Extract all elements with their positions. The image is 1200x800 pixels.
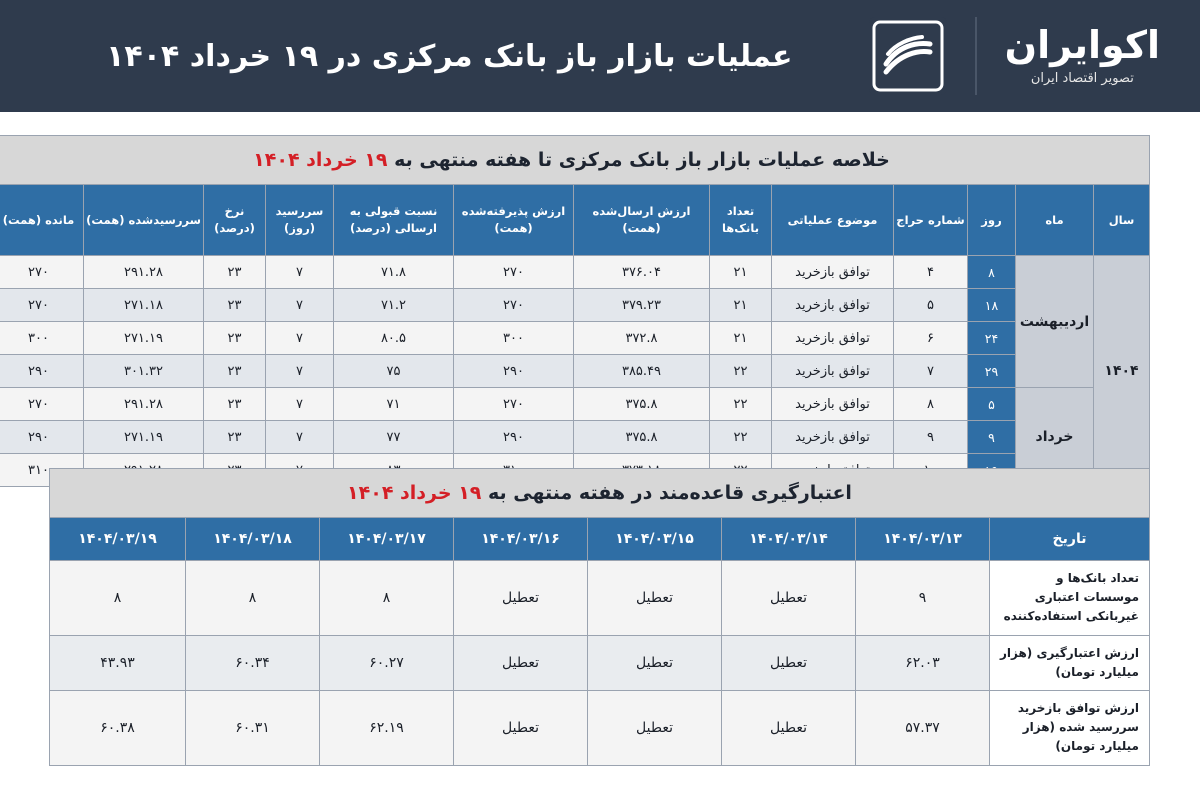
cell-value: تعطیل xyxy=(588,561,722,636)
cell-maturity: ۷ xyxy=(266,388,334,421)
row-label-credit-value: ارزش اعتبارگیری (هزار میلیارد تومان) xyxy=(990,635,1150,690)
col-matured: سررسیدشده (همت) xyxy=(84,185,204,256)
brand-text xyxy=(1004,23,1160,87)
cell-matured: ۲۷۱.۱۸ xyxy=(84,289,204,322)
cell-balance: ۲۷۰ xyxy=(0,256,84,289)
brand-name: اکوایران xyxy=(1004,23,1160,68)
table-row xyxy=(0,322,1150,355)
cell-value: تعطیل xyxy=(588,690,722,765)
col-auction-number: شماره حراج xyxy=(894,185,968,256)
col-month: ماه xyxy=(1016,185,1094,256)
cell-rate: ۲۳ xyxy=(204,388,266,421)
cell-value: ۶۰.۳۱ xyxy=(186,690,320,765)
cell-matured: ۲۷۱.۱۹ xyxy=(84,322,204,355)
col-date-0: ۱۴۰۴/۰۳/۱۳ xyxy=(856,518,990,561)
cell-accepted: ۲۷۰ xyxy=(454,388,574,421)
cell-balance: ۲۹۰ xyxy=(0,421,84,454)
col-bank-count: تعداد بانک‌ها xyxy=(710,185,772,256)
cell-maturity: ۷ xyxy=(266,355,334,388)
row-label-matured-repo-value: ارزش توافق بازخرید سررسید شده (هزار میلیارد تومان) xyxy=(990,690,1150,765)
cell-value: ۶۲.۱۹ xyxy=(320,690,454,765)
row-label-bank-count: تعداد بانک‌ها و موسسات اعتباری غیربانکی استفاده‌کننده xyxy=(990,561,1150,636)
cell-auction: ۷ xyxy=(894,355,968,388)
table-row xyxy=(50,561,1150,636)
table-row xyxy=(0,256,1150,289)
cell-banks: ۲۲ xyxy=(710,355,772,388)
col-date-2: ۱۴۰۴/۰۳/۱۵ xyxy=(588,518,722,561)
cell-accepted: ۳۰۰ xyxy=(454,322,574,355)
col-sent-value: ارزش ارسال‌شده (همت) xyxy=(574,185,710,256)
cell-month: خرداد xyxy=(1016,388,1094,487)
col-date-4: ۱۴۰۴/۰۳/۱۷ xyxy=(320,518,454,561)
cell-auction: ۶ xyxy=(894,322,968,355)
cell-value: ۶۰.۳۴ xyxy=(186,635,320,690)
cell-value: ۶۲.۰۳ xyxy=(856,635,990,690)
cell-day: ۲۹ xyxy=(968,355,1016,388)
cell-value: ۴۳.۹۳ xyxy=(50,635,186,690)
cell-balance: ۲۹۰ xyxy=(0,355,84,388)
cell-auction: ۹ xyxy=(894,421,968,454)
col-accept-ratio: نسبت قبولی به ارسالی (درصد) xyxy=(334,185,454,256)
table1-caption-text: خلاصه عملیات بازار باز بانک مرکزی تا هفته منتهی به xyxy=(387,149,890,171)
cell-matured: ۳۰۱.۳۲ xyxy=(84,355,204,388)
cell-auction: ۴ xyxy=(894,256,968,289)
table2-caption xyxy=(49,468,1150,517)
table2-body xyxy=(50,561,1150,766)
col-balance: مانده (همت) xyxy=(0,185,84,256)
cell-banks: ۲۱ xyxy=(710,256,772,289)
col-accepted-value: ارزش پذیرفته‌شده (همت) xyxy=(454,185,574,256)
cell-accepted: ۲۷۰ xyxy=(454,256,574,289)
cell-subject: توافق بازخرید xyxy=(772,289,894,322)
col-date-3: ۱۴۰۴/۰۳/۱۶ xyxy=(454,518,588,561)
table1-header-row xyxy=(0,185,1150,256)
page-header xyxy=(0,0,1200,112)
table2-caption-highlight: ۱۹ خرداد ۱۴۰۴ xyxy=(347,482,482,504)
cell-value: تعطیل xyxy=(722,561,856,636)
cell-value: ۸ xyxy=(50,561,186,636)
col-operation-subject: موضوع عملیاتی xyxy=(772,185,894,256)
cell-day: ۲۴ xyxy=(968,322,1016,355)
cell-day: ۸ xyxy=(968,256,1016,289)
brand-divider xyxy=(975,17,977,95)
col-date-1: ۱۴۰۴/۰۳/۱۴ xyxy=(722,518,856,561)
brand xyxy=(869,17,1176,95)
cell-banks: ۲۱ xyxy=(710,289,772,322)
table-row xyxy=(0,421,1150,454)
cell-matured: ۲۹۱.۲۸ xyxy=(84,388,204,421)
cell-ratio: ۷۷ xyxy=(334,421,454,454)
open-market-summary-table xyxy=(0,135,1150,487)
cell-value: ۸ xyxy=(320,561,454,636)
cell-rate: ۲۳ xyxy=(204,355,266,388)
cell-sent: ۳۷۶.۰۴ xyxy=(574,256,710,289)
open-market-summary-section xyxy=(2,135,1150,487)
cell-balance: ۳۰۰ xyxy=(0,322,84,355)
cell-accepted: ۲۹۰ xyxy=(454,421,574,454)
cell-sent: ۳۷۵.۸ xyxy=(574,388,710,421)
cell-matured: ۲۹۱.۲۸ xyxy=(84,256,204,289)
cell-sent: ۳۷۵.۸ xyxy=(574,421,710,454)
cell-banks: ۲۲ xyxy=(710,421,772,454)
cell-day: ۵ xyxy=(968,388,1016,421)
cell-maturity: ۷ xyxy=(266,289,334,322)
cell-maturity: ۷ xyxy=(266,322,334,355)
cell-subject: توافق بازخرید xyxy=(772,256,894,289)
table2-caption-text: اعتبارگیری قاعده‌مند در هفته منتهی به xyxy=(481,482,852,504)
cell-value: ۹ xyxy=(856,561,990,636)
cell-balance: ۲۷۰ xyxy=(0,388,84,421)
table-row xyxy=(0,289,1150,322)
table1-caption xyxy=(0,135,1150,184)
cell-rate: ۲۳ xyxy=(204,289,266,322)
cell-value: تعطیل xyxy=(454,690,588,765)
cell-year: ۱۴۰۴ xyxy=(1094,256,1150,487)
page-title: عملیات بازار باز بانک مرکزی در ۱۹ خرداد ۱۴۰۴ xyxy=(106,38,793,74)
cell-balance: ۳۱۰ xyxy=(0,454,84,487)
cell-sent: ۳۷۲.۸ xyxy=(574,322,710,355)
cell-ratio: ۷۱.۲ xyxy=(334,289,454,322)
cell-rate: ۲۳ xyxy=(204,322,266,355)
cell-month: اردیبهشت xyxy=(1016,256,1094,388)
cell-ratio: ۷۱ xyxy=(334,388,454,421)
cell-auction: ۸ xyxy=(894,388,968,421)
cell-day: ۱۸ xyxy=(968,289,1016,322)
brand-subtitle: تصویر اقتصاد ایران xyxy=(1030,71,1134,87)
table-row xyxy=(50,690,1150,765)
cell-accepted: ۲۷۰ xyxy=(454,289,574,322)
cell-maturity: ۷ xyxy=(266,256,334,289)
cell-value: تعطیل xyxy=(454,561,588,636)
cell-value: ۸ xyxy=(186,561,320,636)
table-row xyxy=(50,635,1150,690)
cell-ratio: ۷۵ xyxy=(334,355,454,388)
table-row xyxy=(0,355,1150,388)
cell-ratio: ۸۰.۵ xyxy=(334,322,454,355)
cell-value: تعطیل xyxy=(454,635,588,690)
col-day: روز xyxy=(968,185,1016,256)
cell-balance: ۲۷۰ xyxy=(0,289,84,322)
cell-ratio: ۷۱.۸ xyxy=(334,256,454,289)
col-date-6: ۱۴۰۴/۰۳/۱۹ xyxy=(50,518,186,561)
table1-caption-highlight: ۱۹ خرداد ۱۴۰۴ xyxy=(253,149,388,171)
col-date-5: ۱۴۰۴/۰۳/۱۸ xyxy=(186,518,320,561)
cell-maturity: ۷ xyxy=(266,421,334,454)
cell-subject: توافق بازخرید xyxy=(772,421,894,454)
standing-facility-section xyxy=(50,468,1150,766)
col-maturity-days: سررسید (روز) xyxy=(266,185,334,256)
cell-day: ۹ xyxy=(968,421,1016,454)
cell-subject: توافق بازخرید xyxy=(772,322,894,355)
cell-rate: ۲۳ xyxy=(204,421,266,454)
cell-subject: توافق بازخرید xyxy=(772,388,894,421)
cell-subject: توافق بازخرید xyxy=(772,355,894,388)
table1-body xyxy=(0,256,1150,487)
table-row xyxy=(0,388,1150,421)
cell-sent: ۳۸۵.۴۹ xyxy=(574,355,710,388)
col-year: سال xyxy=(1094,185,1150,256)
cell-value: ۵۷.۳۷ xyxy=(856,690,990,765)
cell-banks: ۲۲ xyxy=(710,388,772,421)
cell-accepted: ۲۹۰ xyxy=(454,355,574,388)
cell-banks: ۲۱ xyxy=(710,322,772,355)
standing-facility-table xyxy=(49,468,1150,766)
col-date-label: تاریخ xyxy=(990,518,1150,561)
cell-sent: ۳۷۹.۲۳ xyxy=(574,289,710,322)
cell-value: تعطیل xyxy=(588,635,722,690)
cell-auction: ۵ xyxy=(894,289,968,322)
eco-iran-logo-icon xyxy=(869,17,947,95)
cell-matured: ۲۷۱.۱۹ xyxy=(84,421,204,454)
cell-value: تعطیل xyxy=(722,635,856,690)
col-rate: نرخ (درصد) xyxy=(204,185,266,256)
table2-header-row xyxy=(50,518,1150,561)
cell-value: تعطیل xyxy=(722,690,856,765)
cell-value: ۶۰.۳۸ xyxy=(50,690,186,765)
cell-value: ۶۰.۲۷ xyxy=(320,635,454,690)
cell-rate: ۲۳ xyxy=(204,256,266,289)
